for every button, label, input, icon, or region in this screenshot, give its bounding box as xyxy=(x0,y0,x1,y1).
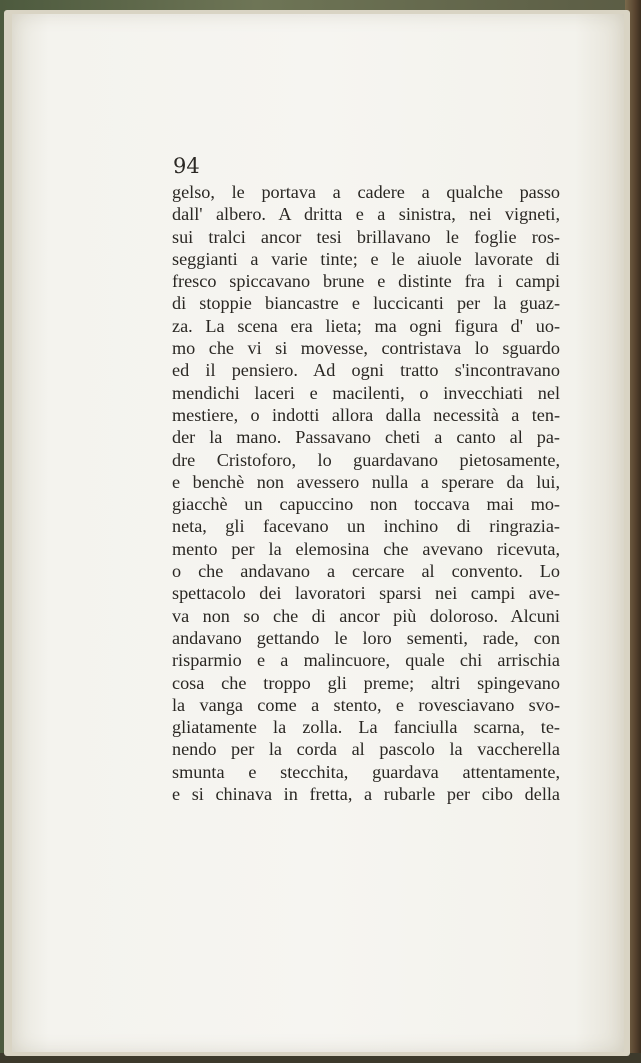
text-line: giacchè un capuccino non toccava mai mo- xyxy=(172,494,560,515)
text-line: spettacolo dei lavoratori sparsi nei campi ave- xyxy=(172,583,560,604)
body-text xyxy=(172,181,560,805)
text-line: mendichi laceri e macilenti, o invecchiati nel xyxy=(172,382,560,403)
text-line: ed il pensiero. Ad ogni tratto s'incontravano xyxy=(172,360,560,381)
text-line: gelso, le portava a cadere a qualche passo xyxy=(172,182,560,202)
text-line: dre Cristoforo, lo guardavano pietosamente, xyxy=(172,449,560,470)
text-line: e si chinava in fretta, a rubarle per cibo della xyxy=(172,784,560,805)
text-line: o che andavano a cercare al convento. Lo xyxy=(172,561,560,582)
text-line: smunta e stecchita, guardava attentamente, xyxy=(172,761,560,782)
text-line: nendo per la corda al pascolo la vaccherella xyxy=(172,739,560,760)
text-line: neta, gli facevano un inchino di ringrazia- xyxy=(172,516,560,537)
text-line: mo che vi si movesse, contristava lo sguardo xyxy=(172,338,560,359)
text-line: za. La scena era lieta; ma ogni figura d' uo- xyxy=(172,315,560,336)
text-line: mento per la elemosina che avevano ricevuta, xyxy=(172,538,560,559)
text-line: der la mano. Passavano cheti a canto al pa- xyxy=(172,427,560,448)
text-line: dall' albero. A dritta e a sinistra, nei vigneti, xyxy=(172,204,560,225)
text-line: sui tralci ancor tesi brillavano le foglie ros- xyxy=(172,226,560,247)
text-line: cosa che troppo gli preme; altri spingevano xyxy=(172,672,560,693)
text-line: risparmio e a malincuore, quale chi arrischia xyxy=(172,650,560,671)
text-line: di stoppie biancastre e luccicanti per la guaz- xyxy=(172,293,560,314)
text-line: andavano gettando le loro sementi, rade, con xyxy=(172,627,560,648)
text-line: seggianti a varie tinte; e le aiuole lavorate di xyxy=(172,248,560,269)
text-line: la vanga come a stento, e rovesciavano svo- xyxy=(172,694,560,715)
text-line: mestiere, o indotti allora dalla necessità a ten- xyxy=(172,404,560,425)
text-line: e benchè non avessero nulla a sperare da lui, xyxy=(172,471,560,492)
page-number: 94 xyxy=(173,154,200,178)
text-line: va non so che di ancor più doloroso. Alcuni xyxy=(172,605,560,626)
text-line: gliatamente la zolla. La fanciulla scarna, te- xyxy=(172,717,560,738)
text-line: fresco spiccavano brune e distinte fra i campi xyxy=(172,271,560,292)
